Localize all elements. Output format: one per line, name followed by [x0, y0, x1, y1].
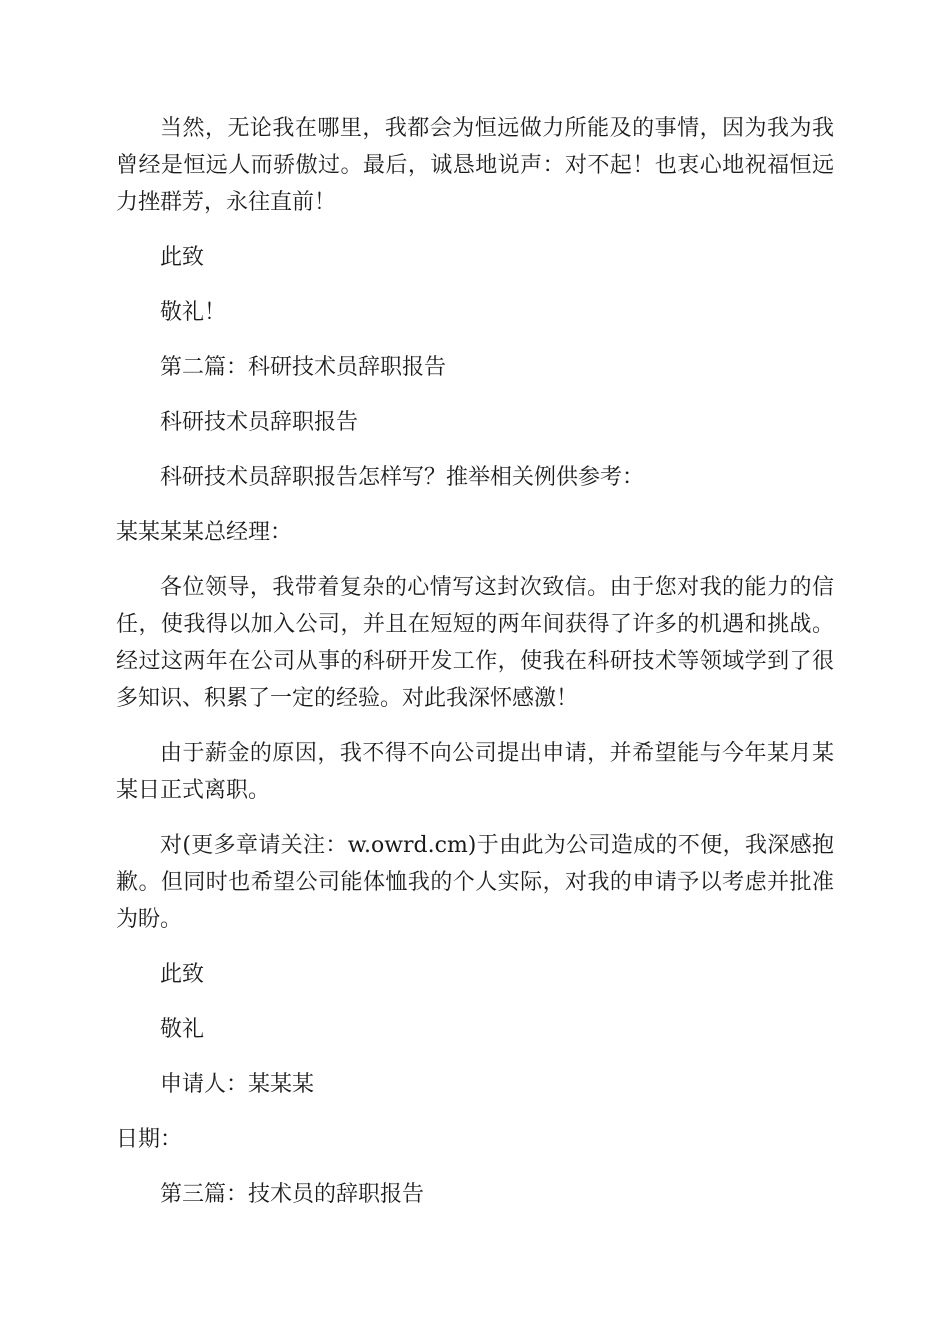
- section-heading-part-three: 第三篇：技术员的辞职报告: [160, 1182, 425, 1207]
- paragraph-closing-wishes: 当然，无论我在哪里，我都会为恒远做力所能及的事情，因为我为我曾经是恒远人而骄傲过。最后，诚恳地说声：对不起！也衷心地祝福恒远力挫群芳，永往直前！: [116, 116, 834, 215]
- paragraph-regards: 敬礼！: [160, 300, 227, 325]
- paragraph-regards-2: 敬礼: [160, 1017, 205, 1042]
- paragraph-date: 日期：: [116, 1127, 183, 1152]
- document-title: 科研技术员辞职报告: [160, 410, 359, 435]
- paragraph-body-apology: 对(更多章请关注：w.owrd.cm)于由此为公司造成的不便，我深感抱歉。但同时也希望公司能体恤我的个人实际，对我的申请予以考虑并批准为盼。: [116, 833, 834, 932]
- paragraph-intro: 科研技术员辞职报告怎样写？推举相关例供参考：: [160, 465, 645, 490]
- document-page: [116, 110, 834, 1231]
- paragraph-applicant: 申请人：某某某: [160, 1072, 315, 1097]
- paragraph-salutation: 此致: [160, 245, 205, 270]
- paragraph-addressee: 某某某某总经理：: [116, 520, 293, 545]
- paragraph-body-gratitude: 各位领导，我带着复杂的心情写这封次致信。由于您对我的能力的信任，使我得以加入公司，并且在短短的两年间获得了许多的机遇和挑战。经过这两年在公司从事的科研开发工作，使我在科研技术等领域学到了很多知识、积累了一定的经验。对此我深怀感激！: [116, 575, 834, 711]
- paragraph-body-reason: 由于薪金的原因，我不得不向公司提出申请，并希望能与今年某月某某日正式离职。: [116, 741, 834, 803]
- section-heading-part-two: 第二篇：科研技术员辞职报告: [160, 355, 447, 380]
- paragraph-salutation-2: 此致: [160, 962, 205, 987]
